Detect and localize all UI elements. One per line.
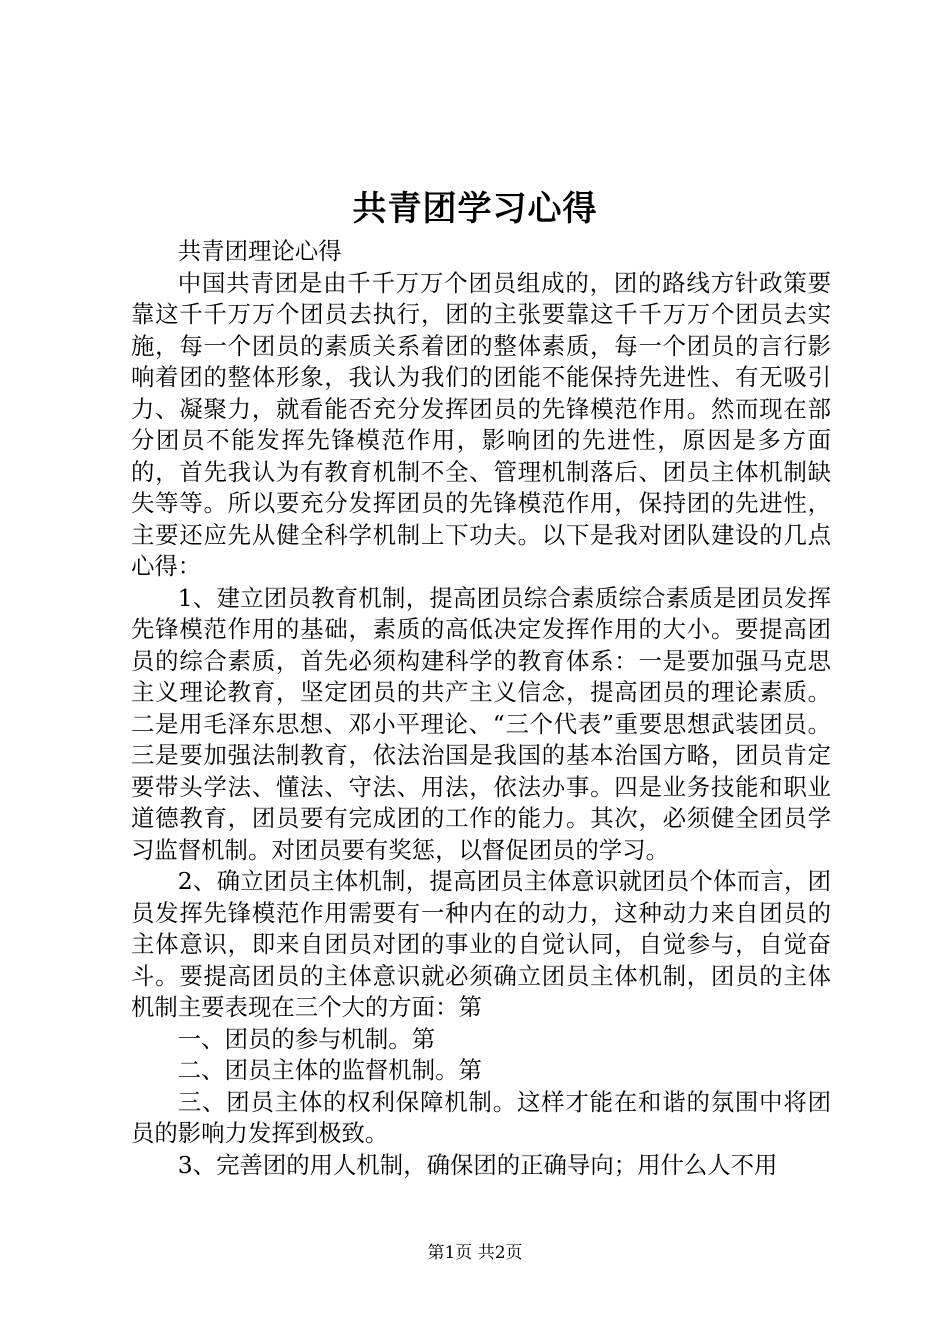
paragraph-sub-3: 三、团员主体的权利保障机制。这样才能在和谐的氛围中将团员的影响力发挥到极致。 <box>131 1087 831 1147</box>
paragraph-sub-2: 二、团员主体的监督机制。第 <box>177 1056 482 1084</box>
paragraph-point-3: 3、完善团的用人机制，确保团的正确导向；用什么人不用 <box>177 1150 778 1179</box>
paragraph-sub-1: 一、团员的参与机制。第 <box>177 1024 436 1053</box>
document-title: 共青团学习心得 <box>352 189 598 229</box>
page-number-footer: 第1页 共2页 <box>427 1243 523 1263</box>
paragraph-intro: 中国共青团是由千千万万个团员组成的，团的路线方针政策要靠这千千万万个团员去执行，团的主张要靠这千千万万个团员去实施，每一个团员的素质关系着团的整体素质，每一个团员的言行影响着团的整体形象，我认为我们的团能不能保持先进性、有无吸引力、凝聚力，就看能否充分发挥团员的先锋模范作用。然而现在部分团员不能发挥先锋模范作用，影响团的先进性，原因是多方面的，首先我认为有教育机制不全、管理机制落后、团员主体机制缺失等等。所以要充分发挥团员的先锋模范作用，保持团的先进性，主要还应先从健全科学机制上下功夫。以下是我对团队建设的几点心得： <box>131 268 831 580</box>
section-heading: 共青团理论心得 <box>177 237 342 265</box>
paragraph-point-2: 2、确立团员主体机制，提高团员主体意识就团员个体而言，团员发挥先锋模范作用需要有一种内在的动力，这种动力来自团员的主体意识，即来自团员对团的事业的自觉认同，自觉参与，自觉奋斗。要提高团员的主体意识就必须确立团员主体机制，团员的主体机制主要表现在三个大的方面：第 <box>131 867 831 1021</box>
paragraph-point-1: 1、建立团员教育机制，提高团员综合素质综合素质是团员发挥先锋模范作用的基础，素质的高低决定发挥作用的大小。要提高团员的综合素质，首先必须构建科学的教育体系：一是要加强马克思主义理论教育，坚定团员的共产主义信念，提高团员的理论素质。二是用毛泽东思想、邓小平理论、“三个代表”重要思想武装团员。三是要加强法制教育，依法治国是我国的基本治国方略，团员肯定要带头学法、懂法、守法、用法，依法办事。四是业务技能和职业道德教育，团员要有完成团的工作的能力。其次，必须健全团员学习监督机制。对团员要有奖惩，以督促团员的学习。 <box>131 583 831 864</box>
document-body <box>131 236 831 1181</box>
